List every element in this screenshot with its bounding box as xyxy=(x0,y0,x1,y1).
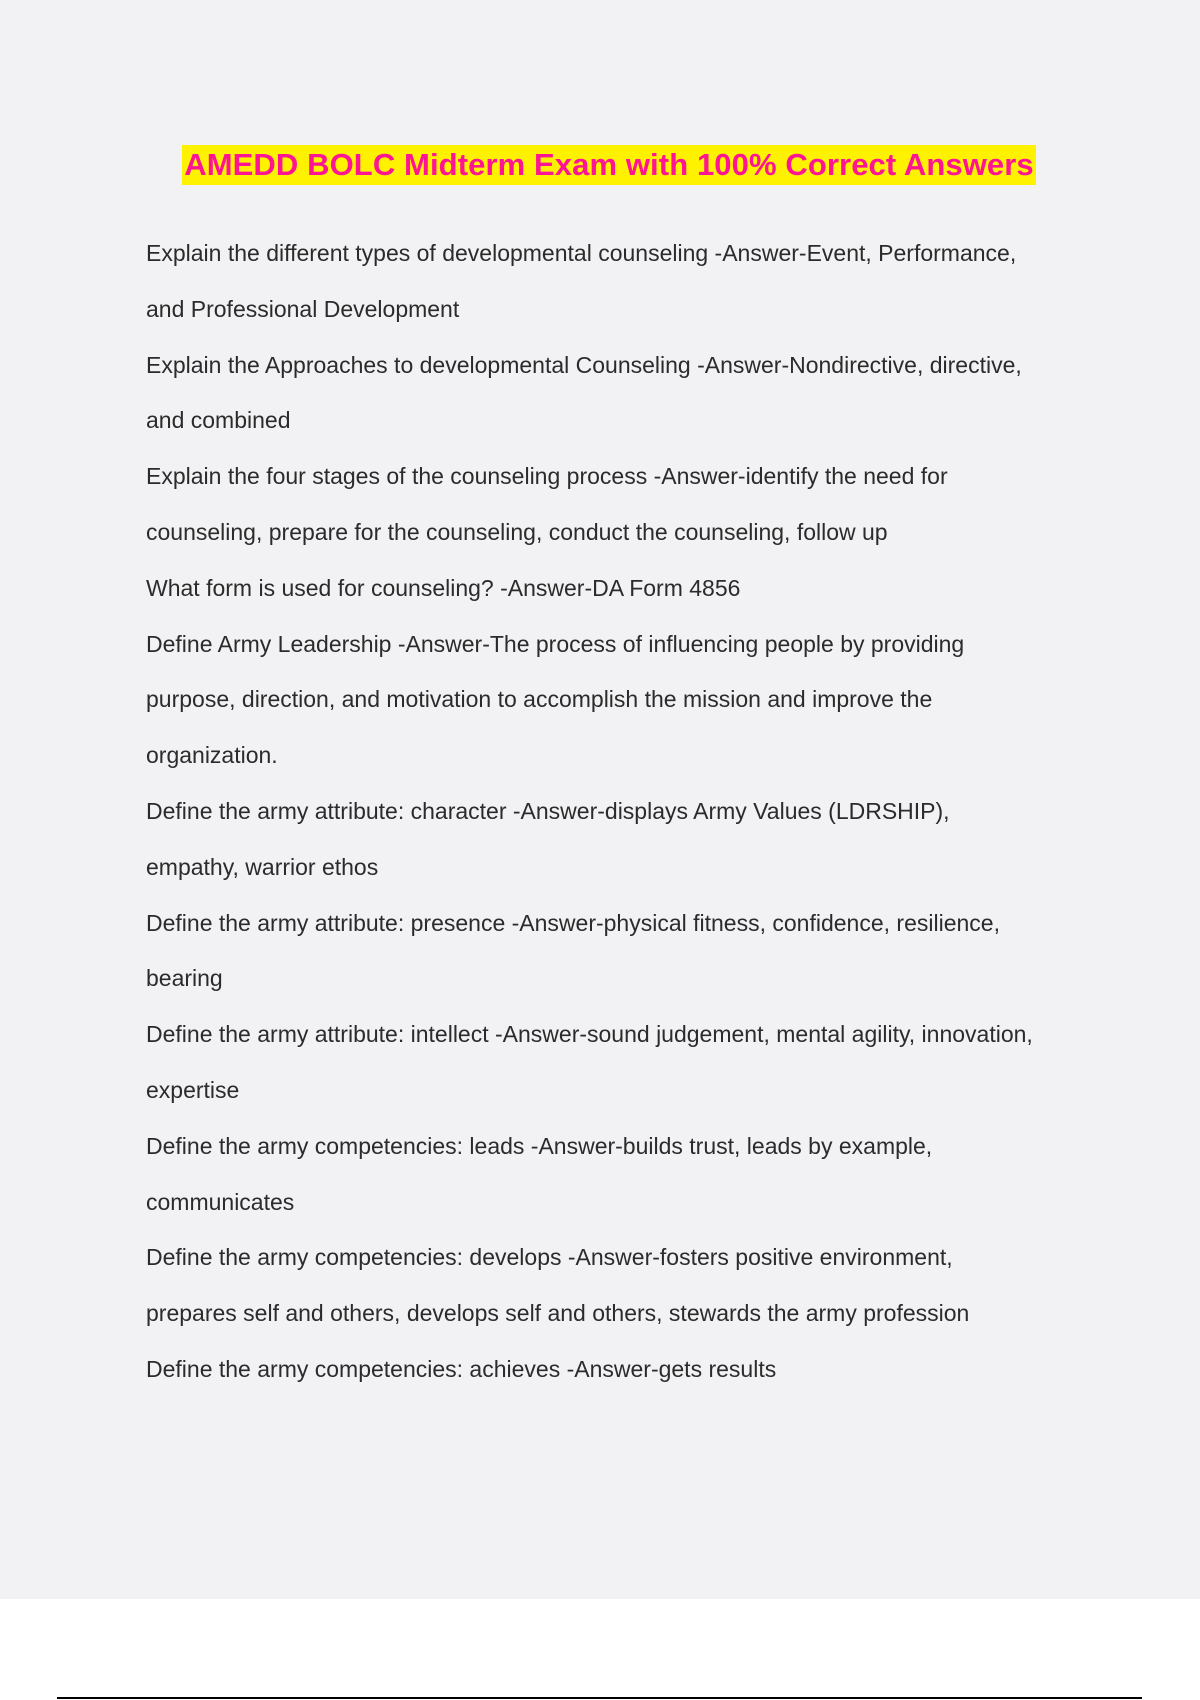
text-line: Define the army competencies: leads -Answer-builds trust, leads by example, xyxy=(146,1132,933,1159)
text-line: expertise xyxy=(146,1076,240,1103)
text-line: Explain the four stages of the counseling process -Answer-identify the need for xyxy=(146,463,948,490)
footer-divider xyxy=(57,1697,1142,1699)
text-line: counseling, prepare for the counseling, conduct the counseling, follow up xyxy=(146,518,888,545)
text-line: organization. xyxy=(146,742,278,769)
text-line: Define the army competencies: achieves -Answer-gets results xyxy=(146,1355,777,1382)
title-container xyxy=(0,145,1200,185)
text-line: Explain the different types of developmental counseling -Answer-Event, Performance, xyxy=(146,240,1017,266)
text-line: and combined xyxy=(146,407,291,434)
text-line: empathy, warrior ethos xyxy=(146,853,379,880)
text-line: Define the army attribute: intellect -Answer-sound judgement, mental agility, innovation, xyxy=(146,1021,1033,1048)
text-line: communicates xyxy=(146,1188,295,1215)
text-line: Define the army competencies: develops -Answer-fosters positive environment, xyxy=(146,1244,953,1271)
text-line: bearing xyxy=(146,965,223,992)
text-line: Define the army attribute: character -Answer-displays Army Values (LDRSHIP), xyxy=(146,797,950,824)
text-line: prepares self and others, develops self and others, stewards the army profession xyxy=(146,1300,970,1327)
text-line: Define Army Leadership -Answer-The process of influencing people by providing xyxy=(146,630,965,657)
text-line: Define the army attribute: presence -Answer-physical fitness, confidence, resilience, xyxy=(146,909,1000,936)
text-line: What form is used for counseling? -Answer-DA Form 4856 xyxy=(146,574,741,601)
document-title: AMEDD BOLC Midterm Exam with 100% Correct Answers xyxy=(182,145,1036,185)
text-line: Explain the Approaches to developmental Counseling -Answer-Nondirective, directive, xyxy=(146,351,1022,378)
text-line: and Professional Development xyxy=(146,295,460,322)
qa-text-body xyxy=(146,226,1096,1398)
text-line: purpose, direction, and motivation to accomplish the mission and improve the xyxy=(146,686,933,713)
